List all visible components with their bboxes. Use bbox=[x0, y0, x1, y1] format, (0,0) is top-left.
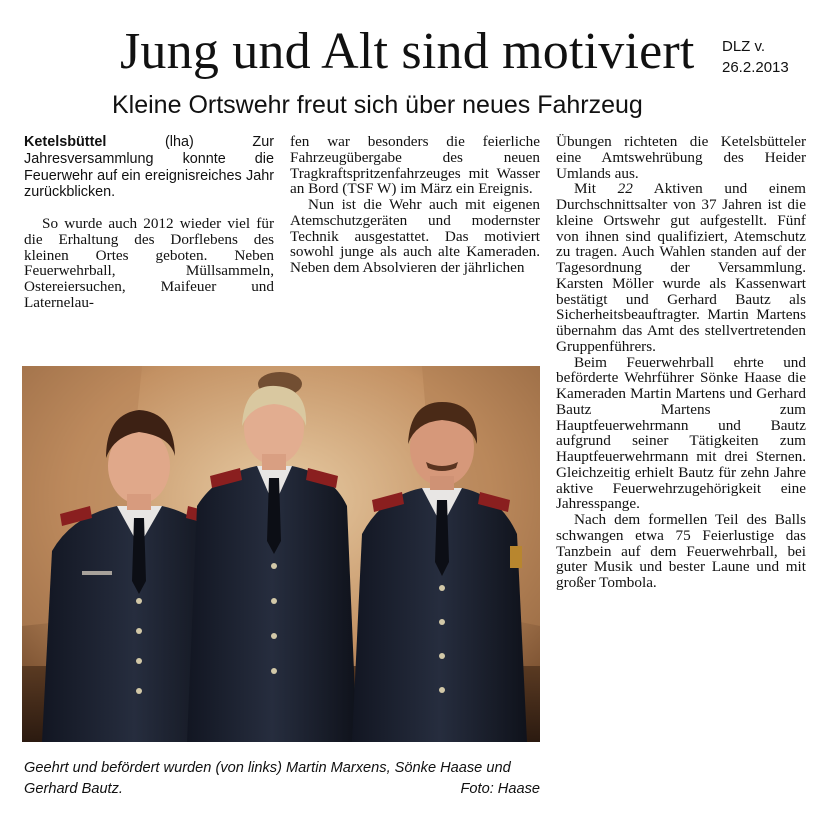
paragraph-2 bbox=[556, 181, 806, 354]
photo-caption bbox=[24, 758, 540, 800]
headline: Jung und Alt sind motiviert bbox=[120, 23, 695, 80]
caption-text: Geehrt und befördert wurden (von links) Martin Marxens, Sönke Haase und Gerhard Bautz. bbox=[24, 760, 511, 797]
paragraph-4: Nach dem formellen Teil des Balls schwangen etwa 75 Feierlustige das Tanzbein auf dem Feuerwehrball, bei guter Musik und bester Laune und mit großer Tombola. bbox=[556, 511, 806, 591]
article-column-2 bbox=[290, 134, 540, 276]
author-tag: (lha) bbox=[165, 134, 194, 150]
article-photo bbox=[22, 366, 540, 742]
article-column-3 bbox=[556, 134, 806, 591]
subheadline: Kleine Ortswehr freut sich über neues Fahrzeug bbox=[112, 91, 643, 119]
paragraph-2-text: Aktiven und einem Durchschnittsalter von 37 Jahren ist die kleine Ortswehr gut aufgestellt. Fünf von ihnen sind qualifiziert, Atemschutz zu tragen. Auch Wahlen standen auf der Tagesordnung der Versammlung. Karsten Möller wurde als Kassenwart bestätigt und Gerhard Bautz als Sicherheitsbeauftragter. Martin Martens übernahm das Amt des stellvertretenden Gruppenführers. bbox=[556, 180, 806, 355]
article-column-1 bbox=[24, 134, 274, 311]
member-count: 22 bbox=[617, 180, 633, 198]
paragraph-1 bbox=[24, 134, 274, 201]
paragraph-2: Nun ist die Wehr auch mit eigenen Atemschutzgeräten und modernster Technik ausgestattet. Das motiviert sowohl junge als auch alte Kameraden. Neben dem Absolvieren der jährlichen bbox=[290, 196, 540, 276]
paragraph-1: fen war besonders die feierliche Fahrzeugübergabe des neuen Tragkraftspritzenfahrzeuges mit Wasser an Bord (TSF W) im März ein Ereignis. bbox=[290, 133, 540, 198]
paragraph-3: Beim Feuerwehrball ehrte und beförderte Wehrführer Sönke Haase die Kameraden Martin Martens und Gerhard Bautz Martens zum Hauptfeuerwehrmann und Bautz aufgrund seiner Tätigkeiten zum Hauptfeuerwehrmann mit drei Sternen. Gleichzeitig erhielt Bautz für zehn Jahre aktive Feuerwehrzugehörigkeit eine Jahresspange. bbox=[556, 353, 806, 513]
paragraph-2: So wurde auch 2012 wieder viel für die Erhaltung des Dorflebens des kleinen Ortes geboten. Neben Feuerwehrball, Müllsammeln, Ostereiersuchen, Maifeuer und Laternelau- bbox=[24, 215, 274, 311]
paragraph-2-lead: Mit bbox=[574, 180, 618, 198]
source-publication: DLZ v. bbox=[722, 38, 766, 55]
paragraph-1-text: Zur Jahresversammlung konnte die Feuerwehr auf ein ereignisreiches Jahr zurückblicken. bbox=[24, 134, 275, 201]
dateline: Ketelsbüttel bbox=[24, 134, 107, 150]
paragraph-1: Übungen richteten die Ketelsbütteler eine Amtswehrübung des Heider Umlands aus. bbox=[556, 133, 806, 182]
source-date: 26.2.2013 bbox=[722, 59, 789, 76]
photo-credit: Foto: Haase bbox=[460, 781, 540, 797]
source-note bbox=[722, 36, 789, 78]
